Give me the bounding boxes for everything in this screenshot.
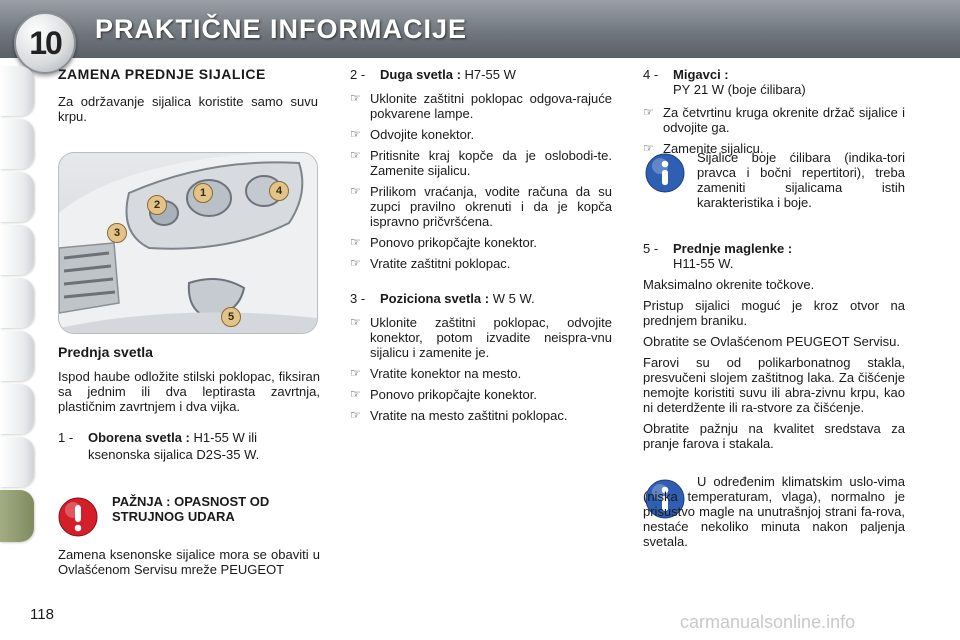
item-label: Poziciona svetla : [380, 291, 490, 306]
paragraph: Obratite se Ovlašćenom PEUGEOT Servisu. [643, 334, 900, 349]
paragraph: Pristup sijalici moguć je kroz otvor na prednjem braniku. [643, 298, 905, 328]
step-item: ☞ Vratite konektor na mesto. [350, 366, 522, 381]
item-5-heading [643, 241, 905, 256]
hand-pointer-icon: ☞ [643, 141, 654, 155]
item-label: Duga svetla : [380, 67, 461, 82]
cover-text: Ispod haube odložite stilski poklopac, fiksiran sa jednim ili dva leptirasta zavrtnja, plastičnim zavrtnjem i dva vijka. [58, 369, 320, 414]
paragraph: Farovi su od polikarbonatnog stakla, presvučeni slojem zaštitnog laka. Za čišćenje nemojte koristiti suvu ili abra-zivnu krpu, kao ni deterdžente ili ra-stvore za čišćenje. [643, 355, 905, 415]
item-label: Prednje maglenke : [673, 241, 793, 256]
item-4-value: PY 21 W (boje ćilibara) [673, 82, 806, 97]
chapter-badge: 10 [14, 12, 76, 74]
warning-title-block [112, 494, 317, 524]
item-3-heading [350, 291, 612, 306]
item-label: Oborena svetla : [88, 430, 190, 445]
callout-2: 2 [147, 195, 167, 215]
chapter-tab[interactable] [0, 119, 34, 169]
chapter-tab-active[interactable] [0, 490, 34, 542]
step-item: ☞ Prilikom vraćanja, vodite računa da su zupci pravilno okrenuti i da je kopča ispravno pričvršćena. [350, 184, 612, 229]
item-1-value: ksenonska sijalica D2S-35 W. [88, 447, 260, 462]
hand-pointer-icon: ☞ [350, 366, 361, 380]
page-header [0, 0, 960, 58]
item-label: Migavci : [673, 67, 729, 82]
step-item: ☞ Uklonite zaštitni poklopac odgova-rajuće pokvarene lampe. [350, 91, 612, 121]
hand-pointer-icon: ☞ [350, 148, 361, 162]
info-note-2 [643, 474, 905, 555]
left-column [58, 67, 318, 130]
item-4-heading [643, 67, 905, 82]
hand-pointer-icon: ☞ [350, 256, 361, 270]
chapter-tabs [0, 66, 34, 545]
item-value: H1-55 W ili [193, 430, 258, 445]
chapter-tab[interactable] [0, 437, 34, 487]
step-item: ☞ Ponovo prikopčajte konektor. [350, 387, 537, 402]
item-value: H7-55 W [464, 67, 516, 82]
watermark: carmanualsonline.info [680, 612, 856, 632]
warning-text: Zamena ksenonske sijalice mora se obaviti u Ovlašćenom Servisu mreže PEUGEOT [58, 547, 320, 577]
item-5-value: H11-55 W. [673, 256, 734, 271]
callout-5: 5 [221, 307, 241, 327]
step-item: ☞ Ponovo prikopčajte konektor. [350, 235, 537, 250]
item-2-heading [350, 67, 612, 82]
info-icon [645, 153, 685, 193]
left-column-lower [58, 345, 320, 462]
paragraph: Maksimalno okrenite točkove. [643, 277, 815, 292]
middle-column [350, 67, 612, 429]
right-column [643, 67, 905, 162]
exclamation-icon [58, 497, 98, 537]
callout-3: 3 [107, 223, 127, 243]
item-number: 2 - [350, 67, 366, 82]
right-column-lower [643, 241, 905, 457]
page-title: PRAKTIČNE INFORMACIJE [95, 14, 468, 44]
step-item: ☞ Uklonite zaštitni poklopac, odvojite konektor, potom izvadite neispra-vnu sijalicu i zamenite je. [350, 315, 612, 360]
chapter-tab[interactable] [0, 172, 34, 222]
callout-1: 1 [193, 183, 213, 203]
item-number: 3 - [350, 291, 366, 306]
hand-pointer-icon: ☞ [350, 91, 361, 105]
page-number: 118 [30, 606, 54, 623]
hand-pointer-icon: ☞ [350, 184, 361, 198]
item-value: W 5 W. [492, 291, 535, 306]
step-item: ☞ Odvojite konektor. [350, 127, 475, 142]
step-item: ☞ Zamenite sijalicu. [643, 141, 764, 156]
intro-text: Za održavanje sijalica koristite samo suvu krpu. [58, 94, 318, 124]
info-text: U određenim klimatskim uslo-vima (niska temperaturam, vlaga), normalno je prisustvo magle na unutrašnjoj strani fa-rova, nestaće nekoliko minuta nakon paljenja svetala. [643, 474, 905, 549]
headlight-photo [58, 152, 318, 334]
headlight-illustration [59, 153, 317, 333]
item-number: 4 - [643, 67, 659, 82]
callout-4: 4 [269, 181, 289, 201]
step-item: ☞ Vratite na mesto zaštitni poklopac. [350, 408, 568, 423]
info-note-1 [697, 150, 905, 216]
section-title: ZAMENA PREDNJE SIJALICE [58, 66, 266, 82]
chapter-tab[interactable] [0, 331, 34, 381]
item-number: 1 - [58, 430, 74, 445]
warning-text-block [58, 547, 320, 583]
item-1-heading [58, 430, 320, 445]
info-text: Sijalice boje ćilibara (indika-tori pravca i bočni repertitori), treba zameniti sijalicama istih karakteristika i boje. [697, 150, 905, 210]
chapter-tab[interactable] [0, 278, 34, 328]
step-item: ☞ Vratite zaštitni poklopac. [350, 256, 511, 271]
hand-pointer-icon: ☞ [350, 127, 361, 141]
step-item: ☞ Za četvrtinu kruga okrenite držač sijalice i odvojite ga. [643, 105, 905, 135]
chapter-tab[interactable] [0, 225, 34, 275]
chapter-tab[interactable] [0, 384, 34, 434]
paragraph: Obratite pažnju na kvalitet sredstava za pranje farova i stakala. [643, 421, 905, 451]
hand-pointer-icon: ☞ [643, 105, 654, 119]
hand-pointer-icon: ☞ [350, 387, 361, 401]
warning-title: PAŽNJA : OPASNOST OD STRUJNOG UDARA [112, 494, 270, 524]
chapter-tab[interactable] [0, 66, 34, 116]
item-number: 5 - [643, 241, 659, 256]
subheading: Prednja svetla [58, 344, 153, 360]
hand-pointer-icon: ☞ [350, 315, 361, 329]
hand-pointer-icon: ☞ [350, 408, 361, 422]
hand-pointer-icon: ☞ [350, 235, 361, 249]
step-item: ☞ Pritisnite kraj kopče da je oslobodi-te. Zamenite sijalicu. [350, 148, 612, 178]
